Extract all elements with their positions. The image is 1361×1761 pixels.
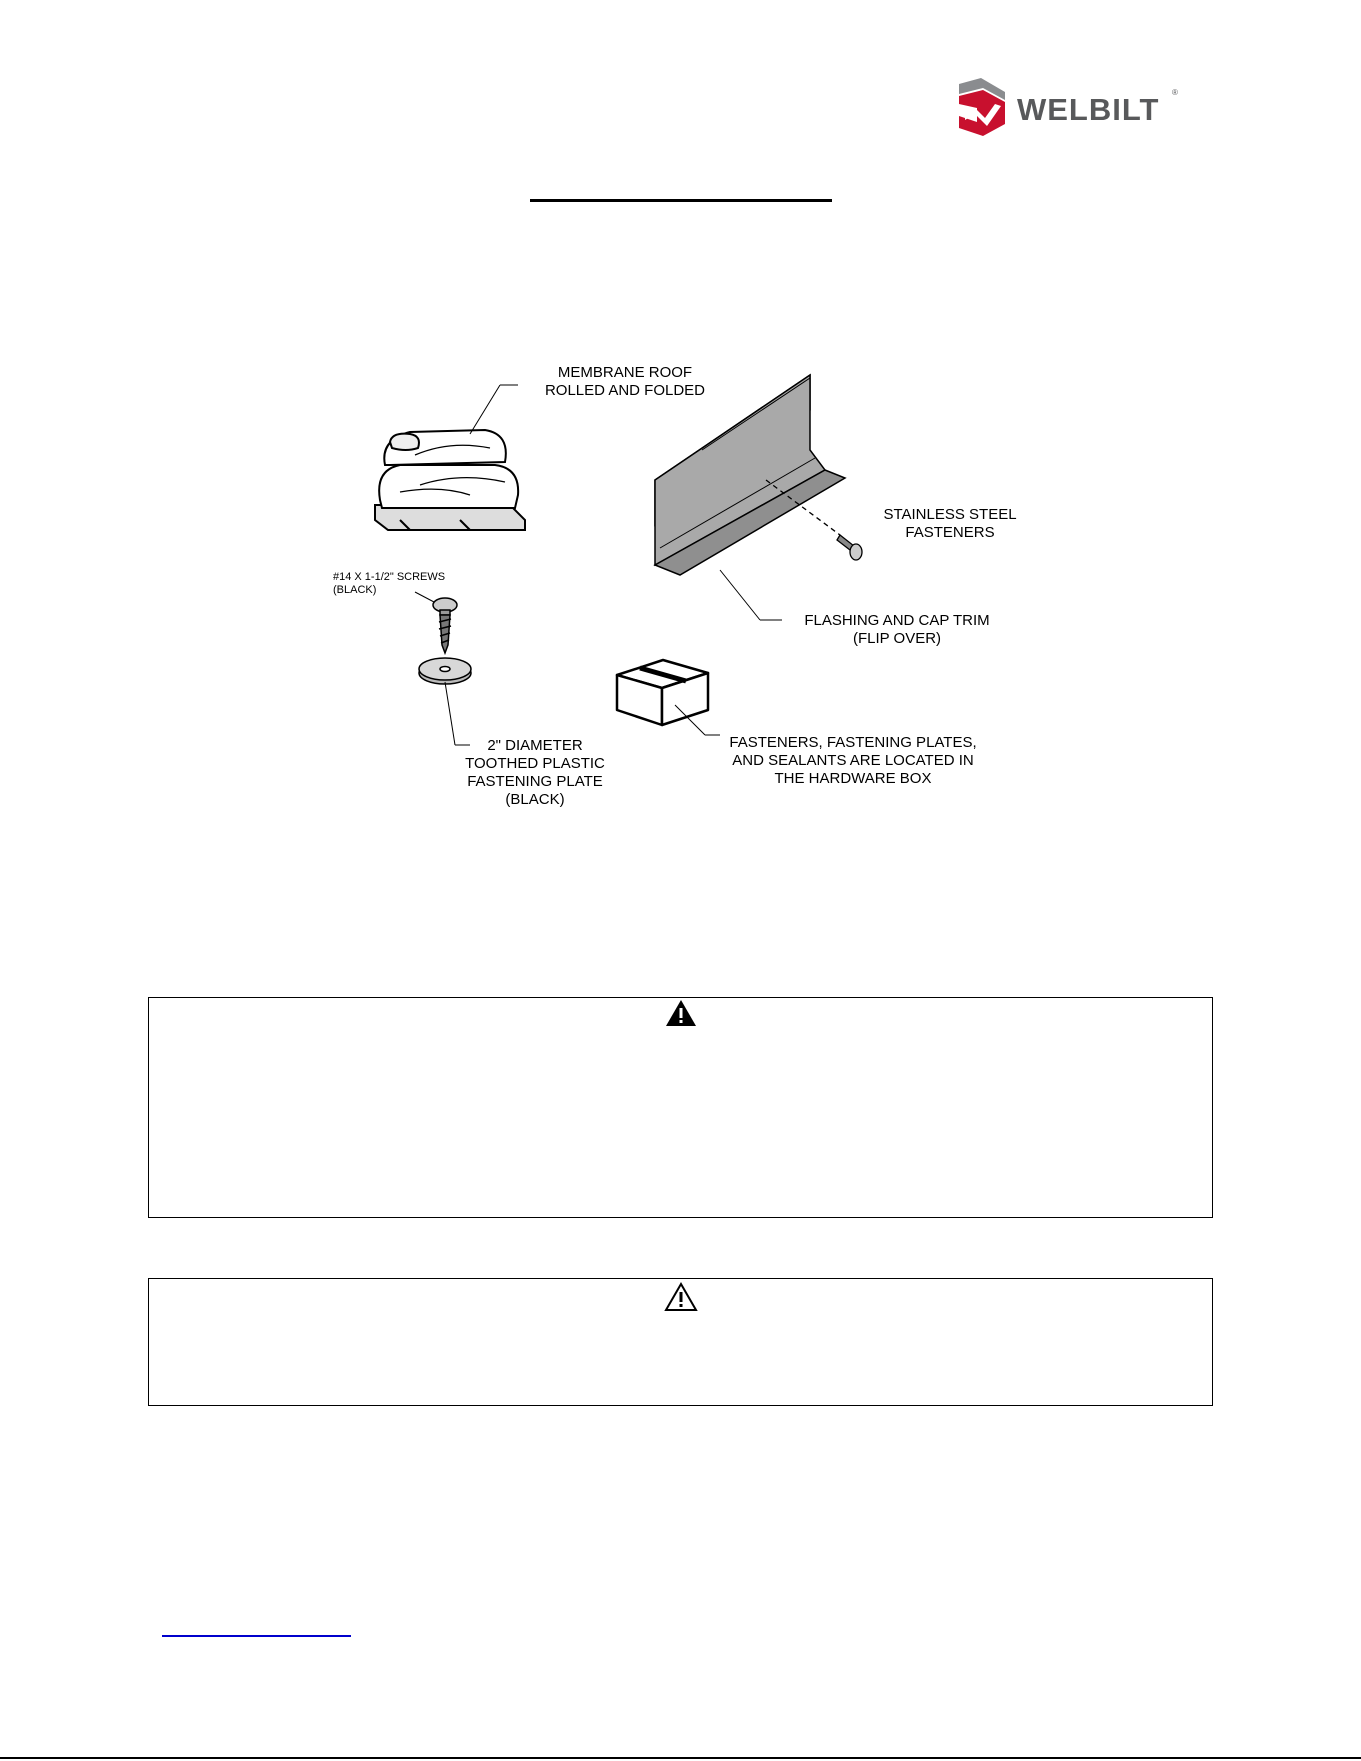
screws-label: #14 X 1-1/2" SCREWS (BLACK) (333, 571, 446, 596)
bottom-rule (0, 1757, 1361, 1759)
fastening-plate-label: 2" DIAMETER TOOTHED PLASTIC FASTENING PLATE (BLACK) (465, 737, 605, 808)
warning-filled-icon (664, 998, 698, 1028)
welbilt-wordmark: WELBILT (1017, 92, 1160, 127)
flashing-cap-trim-label: FLASHING AND CAP TRIM (FLIP OVER) (804, 612, 990, 647)
membrane-roll-drawing (375, 430, 525, 530)
screw-drawing (433, 598, 457, 653)
title-underline (530, 199, 832, 202)
welbilt-logo-mark-icon (955, 78, 1013, 140)
footer-link-underline[interactable] (162, 1635, 351, 1637)
fastening-plate-drawing (419, 658, 471, 684)
warning-outline-icon (664, 1282, 698, 1312)
membrane-roof-label: MEMBRANE ROOF ROLLED AND FOLDED (544, 364, 706, 399)
registered-mark: ® (1172, 88, 1178, 97)
stainless-fasteners-label: STAINLESS STEEL FASTENERS (883, 506, 1017, 541)
danger-notice-box (148, 997, 1213, 1218)
flashing-drawing (655, 375, 845, 575)
hardware-box-drawing (617, 660, 708, 725)
roof-kit-illustration (320, 364, 1080, 830)
hardware-box-label: FASTENERS, FASTENING PLATES, AND SEALANTS ARE LOCATED IN THE HARDWARE BOX (729, 734, 977, 787)
caution-notice-box (148, 1278, 1213, 1406)
welbilt-logo (955, 78, 1185, 140)
